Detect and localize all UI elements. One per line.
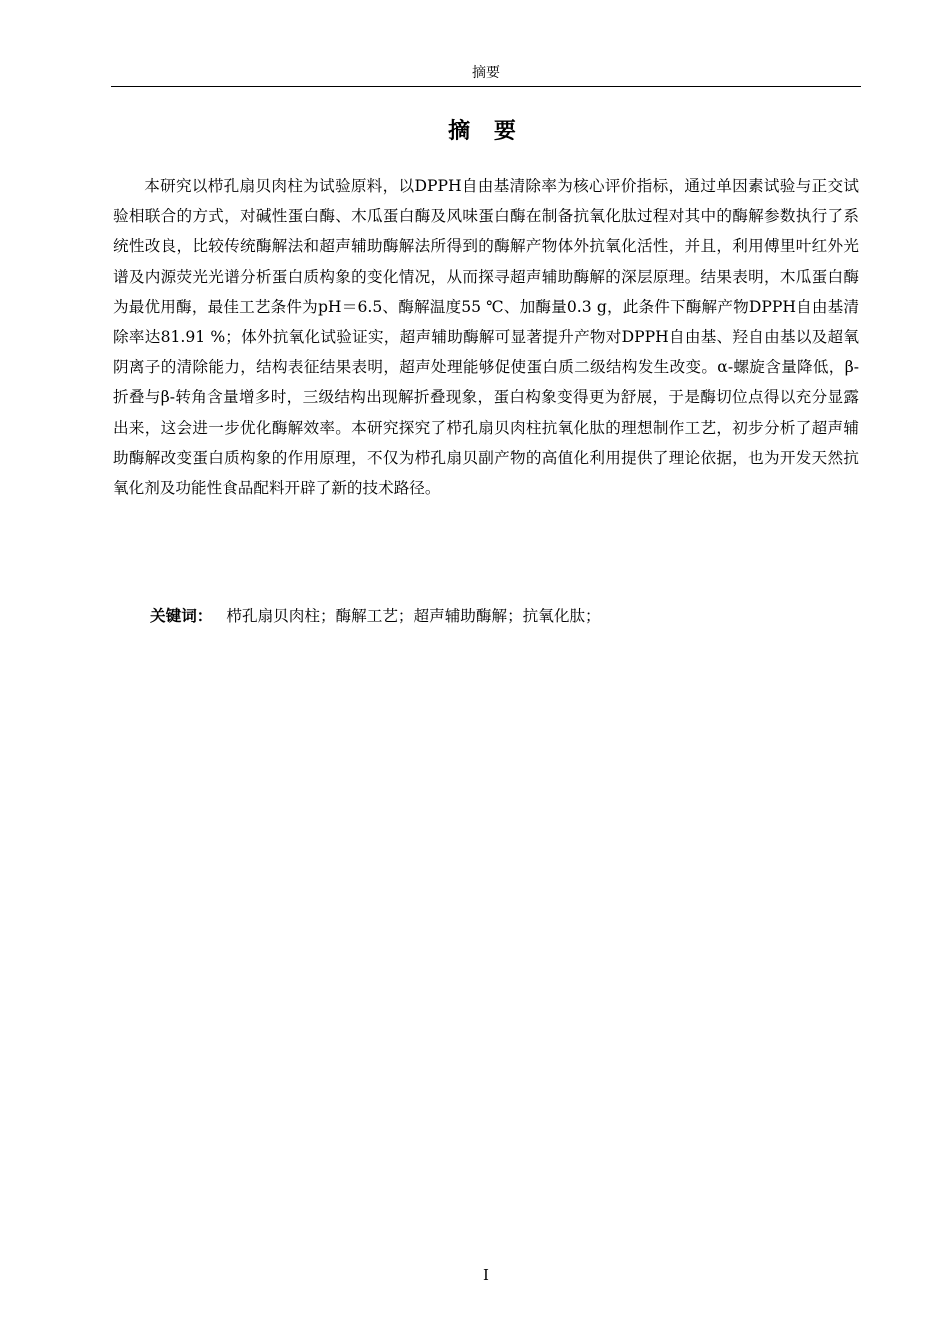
keywords-label: 关键词： [150, 607, 213, 625]
running-header: 摘要 [472, 65, 500, 81]
header-rule [111, 86, 861, 87]
keywords-line [150, 601, 850, 631]
page-title: 摘 要 [448, 119, 524, 144]
keywords-value: 栉孔扇贝肉柱；酶解工艺；超声辅助酶解；抗氧化肽； [226, 607, 601, 625]
abstract-paragraph: 本研究以栉孔扇贝肉柱为试验原料，以DPPH自由基清除率为核心评价指标，通过单因素试验与正交试验相联合的方式，对碱性蛋白酶、木瓜蛋白酶及风味蛋白酶在制备抗氧化肽过程对其中的酶解参数执行了系统性改良，比较传统酶解法和超声辅助酶解法所得到的酶解产物体外抗氧化活性，并且，利用傅里叶红外光谱及内源荧光光谱分析蛋白质构象的变化情况，从而探寻超声辅助酶解的深层原理。结果表明，木瓜蛋白酶为最优用酶，最佳工艺条件为pH＝6.5、酶解温度55 ℃、加酶量0.3 g，此条件下酶解产物DPPH自由基清除率达81.91 %；体外抗氧化试验证实，超声辅助酶解可显著提升产物对DPPH自由基、羟自由基以及超氧阴离子的清除能力，结构表征结果表明，超声处理能够促使蛋白质二级结构发生改变。α-螺旋含量降低，β-折叠与β-转角含量增多时，三级结构出现解折叠现象，蛋白构象变得更为舒展，于是酶切位点得以充分显露出来，这会进一步优化酶解效率。本研究探究了栉孔扇贝肉柱抗氧化肽的理想制作工艺，初步分析了超声辅助酶解改变蛋白质构象的作用原理，不仅为栉孔扇贝副产物的高值化利用提供了理论依据，也为开发天然抗氧化剂及功能性食品配料开辟了新的技术路径。 [113, 177, 859, 498]
page-number: I [483, 1266, 489, 1284]
